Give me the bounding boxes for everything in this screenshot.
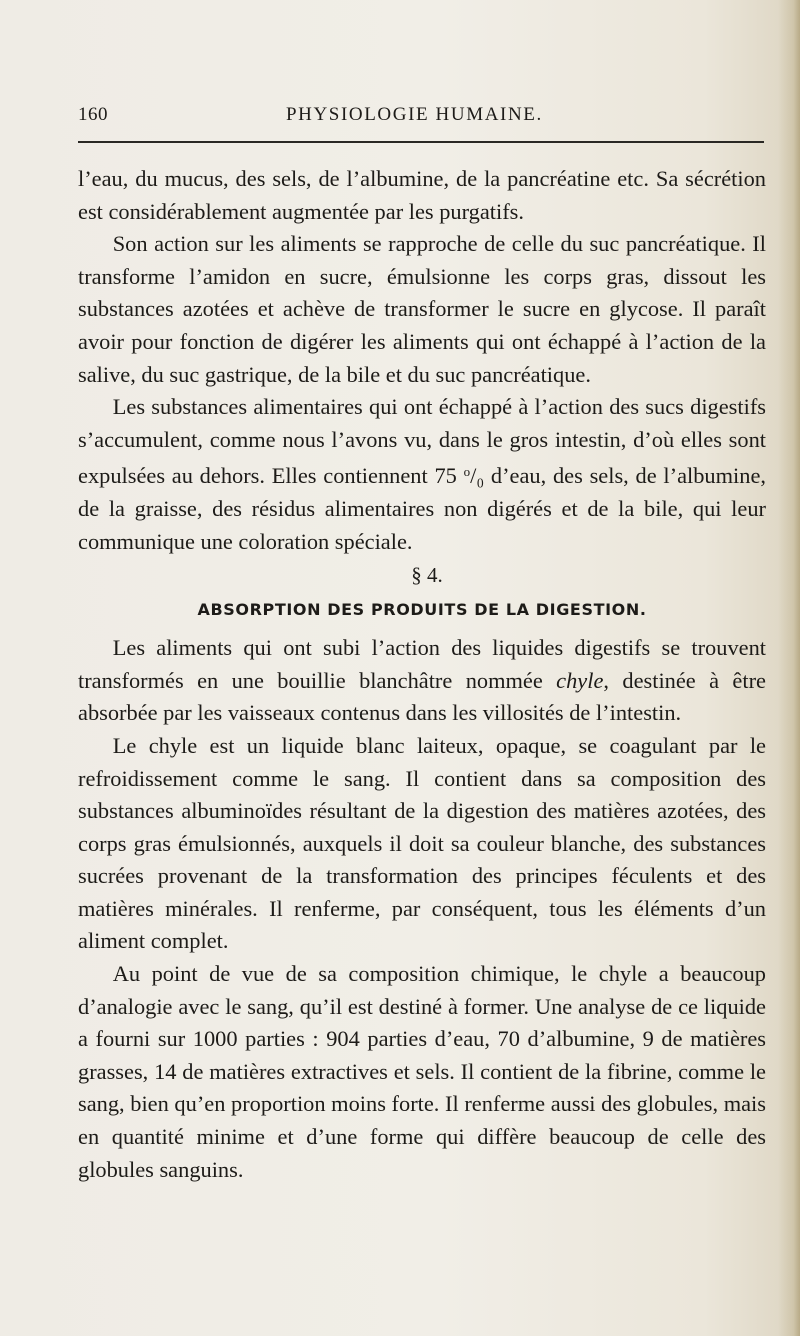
section-number: § 4.	[411, 563, 443, 588]
section-title: ABSORPTION DES PRODUITS DE LA DIGESTION.	[197, 600, 647, 620]
header-rule	[78, 141, 764, 143]
paragraph-suc-intestinal-action: Son action sur les aliments se rapproche de celle du suc pancréatique. Il transforme l’amidon en sucre, émulsionne les corps gras, dissout les substances azotées et achève de transformer le sucre en glycose. Il paraît avoir pour fonction de digérer les aliments qui ont échappé à l’action de la salive, du suc gastrique, de la bile et du suc pancréatique.	[78, 231, 766, 387]
running-head: PHYSIOLOGIE HUMAINE.	[286, 104, 543, 125]
p3-text-after: d’eau, des sels, de l’albumine, de la graisse, des résidus alimentaires non digérés et de la bile, qui leur communique une coloration spéciale.	[78, 463, 766, 554]
p4-text-after: , destinée à être absorbée par les vaisseaux contenus dans les villosités de l’intestin.	[78, 667, 766, 726]
paragraph-chyle-definition	[78, 632, 766, 730]
percent-superscript: o	[463, 464, 471, 480]
paragraph-chyle-properties: Le chyle est un liquide blanc laiteux, opaque, se coagulant par le refroidissement comme le sang. Il contient dans sa composition des substances albuminoïdes résultant de la digestion des matières azotées, des corps gras émulsionnés, auxquels il doit sa couleur blanche, des substances sucrées provenant de la transformation des principes féculents et des matières minérales. Il renferme, par conséquent, tous les éléments d’un aliment complet.	[78, 732, 766, 954]
percent-rest: /₀	[470, 463, 485, 489]
p4-text-before: Les aliments qui ont subi l’action des liquides digestifs se trouvent transformés en une bouillie blanchâtre nommée	[78, 635, 766, 693]
paragraph-continuation: l’eau, du mucus, des sels, de l’albumine, de la pancréatine etc. Sa sécrétion est considérablement augmentée par les purgatifs.	[78, 166, 766, 224]
body-text	[78, 163, 766, 1186]
p3-text-before: Les substances alimentaires qui ont échappé à l’action des sucs digestifs s’accumulent, comme nous l’avons vu, dans le gros intestin, d’où elles sont expulsées au dehors. Elles contiennent 75	[78, 394, 766, 489]
page-edge-shadow	[778, 0, 800, 1336]
page-number: 160	[78, 104, 108, 125]
paragraph-gros-intestin	[78, 391, 766, 558]
paragraph-chyle-composition: Au point de vue de sa composition chimique, le chyle a beaucoup d’analogie avec le sang, qu’il est destiné à former. Une analyse de ce liquide a fourni sur 1000 parties : 904 parties d’eau, 70 d’albumine, 9 de matières grasses, 14 de matières extractives et sels. Il contient de la fibrine, comme le sang, bien qu’en proportion moins forte. Il renferme aussi des globules, mais en quantité minime et d’une forme qui diffère beaucoup de celle des globules sanguins.	[78, 961, 766, 1182]
term-chyle: chyle	[556, 667, 604, 693]
page-header	[78, 104, 764, 134]
